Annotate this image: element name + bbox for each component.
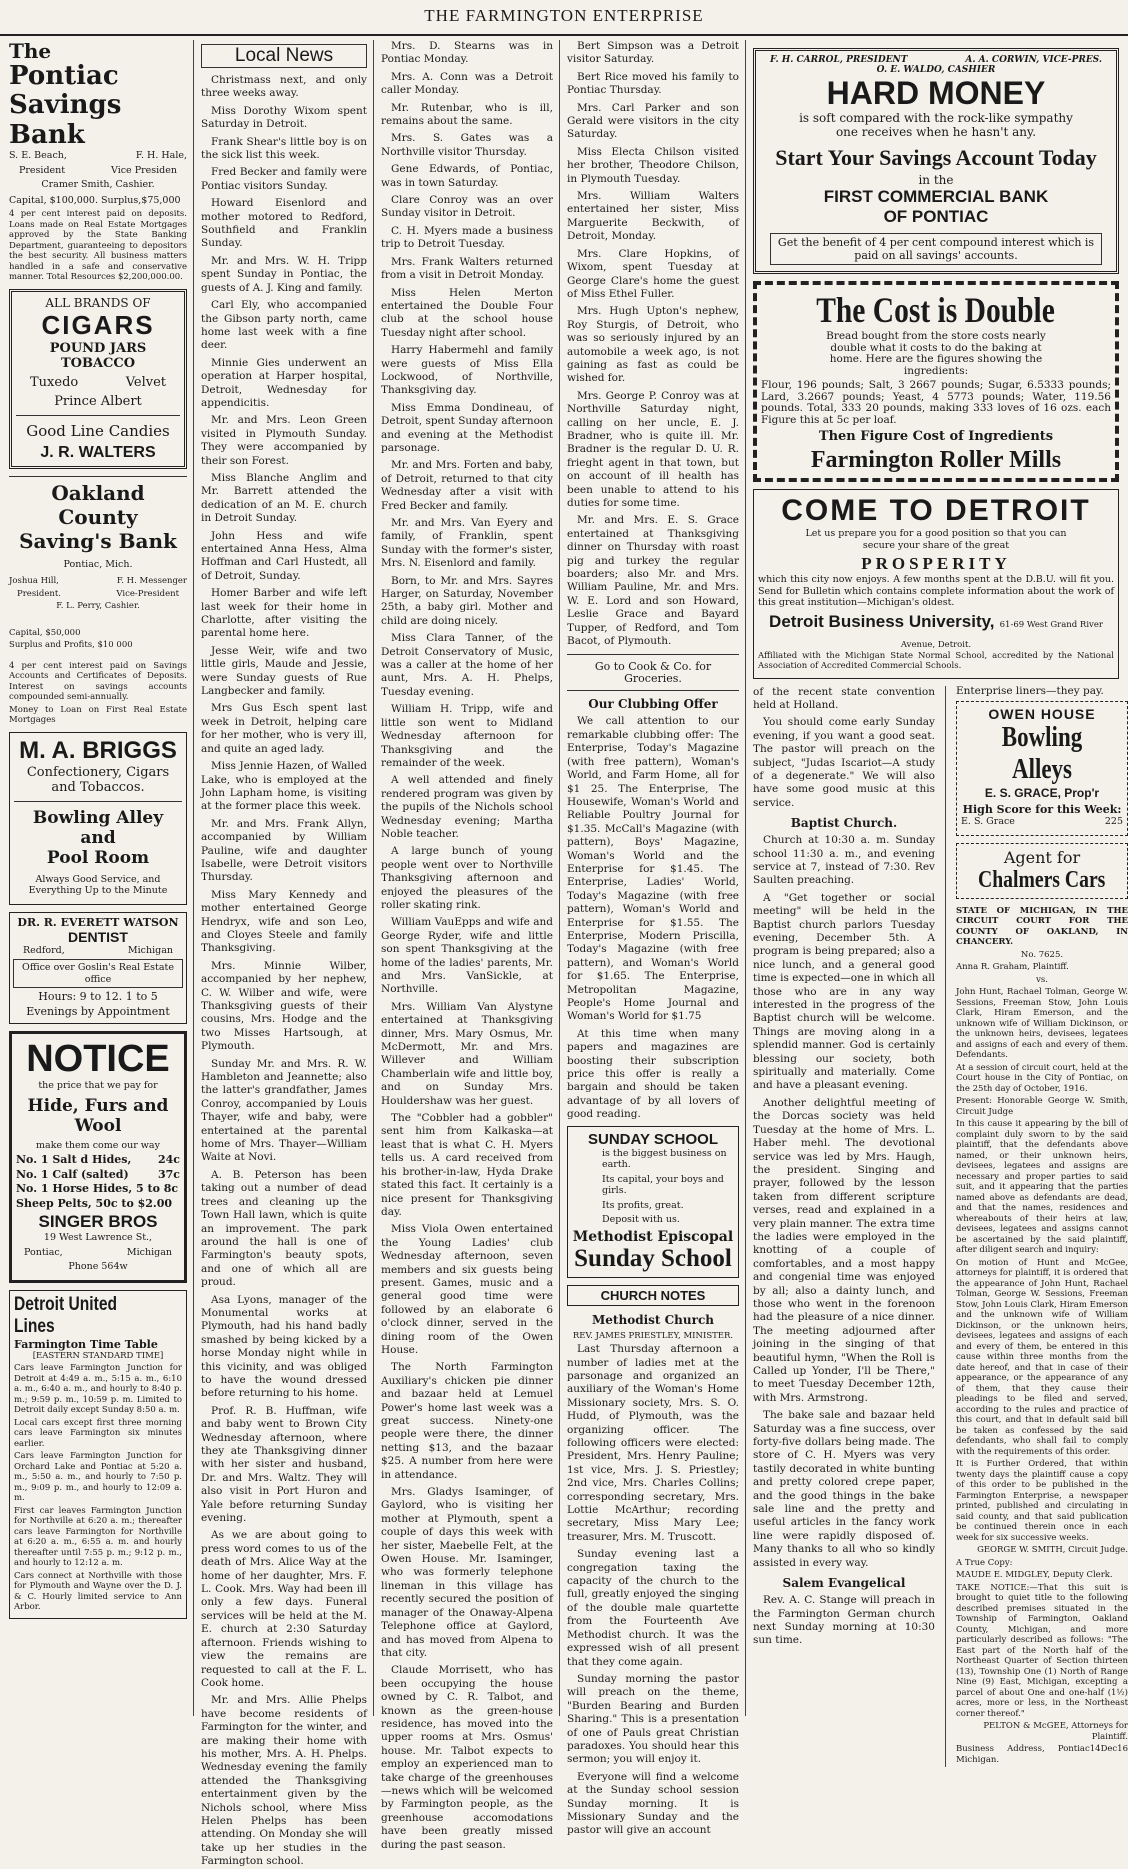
news-item: Miss Viola Owen entertained the Young Ladies' club Wednesday afternoon, seven members and six guests being present. Games, music and a general good time were followed by an elaborate 6 o'clock dinner, served in the dining room of the Owen House. <box>381 1223 553 1356</box>
news-item: Mrs. D. Stearns was in Pontiac Monday. <box>381 40 553 66</box>
baptist-para: Another delightful meeting of the Dorcas society was held Tuesday at the home of Mrs. L. Haber mehl. The devotional service was led by Mrs. Haugh, the president. Singing and prayer, followed by the lesson taken from different scripture verses, read and explained in a very plain manner. The extra time the ladies were employed in the knotting of a couple of comfortables, and a most happy and congenial time was enjoyed by all; also a dainty lunch, and those who went in the forenoon had the pleasure of a nice dinner. The meeting adjourned after joining in the singing of that beautiful hymn, "When the Roll is Called up Yonder, I'll be There," to meet Tuesday December 12th, with Mrs. Armstrong. <box>753 1096 935 1404</box>
news-item: Mrs. George P. Conroy was at Northville Saturday night, calling on her uncle, E. J. Bradner, who is quite ill. Mr. Bradner is the regular D. U. R. frieght agent in that town, but on account of ill health has been unable to attend to his duties for some time. <box>567 389 739 509</box>
bank-surplus: Surplus and Profits, $10 000 <box>9 640 133 650</box>
column-rule <box>193 40 194 1716</box>
news-item: C. H. Myers made a business trip to Detroit Tuesday. <box>381 224 553 251</box>
notice-phone: Phone 564w <box>68 1261 128 1272</box>
news-item: A well attended and finely rendered program was given by the pupils of the Nichols school Wednesday evening; Martha Noble teacher. <box>381 774 553 840</box>
mills-para: Flour, 196 pounds; Salt, 3 2667 pounds; Sugar, 6.5333 pounds; Lard, 3.2667 pounds; Yeast, 4 5773 pounds; Water, 119.56 pounds. Total, 333 20 pounds, making 333 loves of 16 ozs. each Figure this at 5c per loaf. <box>761 379 1111 426</box>
oakland-county-bank-ad <box>9 476 187 726</box>
column-5 <box>748 40 1128 1765</box>
legal-defendants: John Hunt, Rachael Tolman, George W. Sessions, Freeman Stow, John Louis Clark, Hiram Emerson, and the unknown wife of William Dickinson, or the unknown heirs, devisees, legatees and assigns of each and every of them. Defendants. <box>956 987 1128 1060</box>
legal-judge: GEORGE W. SMITH, Circuit Judge. <box>977 1545 1128 1555</box>
notice-items-title: Hide, Furs and Wool <box>27 1095 169 1136</box>
bank-loans: Money to Loan on First Real Estate Mortgages <box>9 704 187 725</box>
notice-ad <box>9 1031 187 1283</box>
news-item: Miss Dorothy Wixom spent Saturday in Detroit. <box>201 104 367 131</box>
officer <box>965 55 1102 65</box>
news-item: Claude Morrisett, who has been occupying the house owned by C. R. Talbot, and known as the green-house residence, has moved into the upper rooms at Mrs. Osmus' house. Mr. Talbot expects to employ an experienced man to take charge of the greenhouses—news which will be welcomed by Farmington people, as the greenhouse accomodations have been greatly missed during the past season. <box>381 1664 553 1851</box>
church-notes-header <box>567 1285 739 1306</box>
bank-in-the: in the <box>918 173 954 187</box>
detroit-united-lines-ad <box>9 1290 187 1619</box>
owen-name: OWEN HOUSE <box>988 706 1096 722</box>
news-item: Gene Edwards, of Pontiac, was in town Saturday. <box>381 163 553 189</box>
legal-body: In this cause it appearing by the bill of complaint duly sworn to by the said plaintiff, that the defendants above named, or their unknown heirs, devisees, legatees and assigns are necessary and proper parties to said suit, and it appearing that the parties named above as defendants are dead, and that the names, residences and whereabouts of their heirs at law, devisees, legatees and assigns cannot be ascertained by the said plaintiff, after diligent search and inquiry: <box>956 1119 1128 1255</box>
church-para: of the recent state convention held at Holland. <box>753 685 935 711</box>
bank-body: 4 per cent interest paid on deposits. Loans made on Real Estate Mortgages approved by the State Banking Department, guaranteeing to depositors the best security. All business matters handled in a safe and conservative manner. Total Resources $2,200,000.00. <box>9 209 187 282</box>
lower-column-5 <box>753 684 1128 1768</box>
come-to-detroit: COME TO DETROIT <box>781 494 1091 527</box>
notice-title: NOTICE <box>26 1038 170 1080</box>
column-5a <box>753 686 935 1768</box>
chalmers-line2: Chalmers Cars <box>978 866 1106 893</box>
column-1 <box>4 40 192 1716</box>
price-label: No. 1 Horse Hides, 5 to 8c <box>16 1182 179 1195</box>
news-item: Carl Ely, who accompanied the Gibson party north, came home last week with a fine deer. <box>201 299 367 352</box>
news-item: Christmass next, and only three weeks away. <box>201 74 367 100</box>
legal-body: It is Further Ordered, that within twenty days the plaintiff cause a copy of this order to be published in the Farmington Enterprise, a newspaper printed, published and circulating in said county, and that said publication be continued therein once in each week for six successive weeks. <box>956 1459 1128 1543</box>
legal-vs: vs. <box>1036 974 1048 985</box>
divider <box>16 415 180 416</box>
mills-name: Farmington Roller Mills <box>810 447 1062 473</box>
bank-name-line2: Saving's Bank <box>19 528 177 553</box>
notice-intro: make them come our way <box>36 1139 160 1151</box>
dentist-ad <box>9 912 187 1025</box>
news-item: Prof. R. B. Huffman, wife and baby went to Brown City Wednesday afternoon, where they ate Thanksgiving dinner with her sister and husband, Dr. and Mrs. Waltz. They will also visit in Port Huron and Yale before returning Sunday evening. <box>201 1404 367 1525</box>
bank-name-line1: Oakland County <box>51 480 145 529</box>
ss-line: Its capital, your boys and girls. <box>602 1173 724 1197</box>
column-4 <box>562 40 744 1837</box>
price-row <box>16 1169 180 1181</box>
brand-velvet: Velvet <box>125 374 166 390</box>
news-item: Mrs. Hugh Upton's nephew, Roy Sturgis, of Detroit, who was so seriously injured by an automobile a week ago, is not gaining as fast as could be wished for. <box>567 305 739 385</box>
legal-address: Business Address, Pontiac Michigan. <box>956 1744 1090 1765</box>
state-name: Michigan <box>126 1246 172 1258</box>
news-item: The North Farmington Auxiliary's chicken pie dinner and bazaar held at Lemuel Power's home last week was a great success. Ninety-one people were there, the dinner netting $13, and the bazaar $25. A number from here were in attendance. <box>381 1361 553 1481</box>
briggs-line1: Confectionery, Cigars <box>26 764 170 780</box>
place-city: Redford, <box>23 944 65 956</box>
bank-name-line3: Savings Bank <box>9 90 122 150</box>
owen-score-title: High Score for this Week: <box>962 803 1122 816</box>
news-item: Miss Emma Dondineau, of Detroit, spent Sunday afternoon and evening at the Methodist parsonage. <box>381 401 553 454</box>
briggs-ad <box>9 732 187 905</box>
briggs-line2: and Tobaccos. <box>51 779 145 795</box>
bank-place: Pontiac, Mich. <box>63 558 133 570</box>
bank-officer-titles <box>9 165 187 177</box>
column-rule <box>745 40 746 1716</box>
news-item: The "Cobbler had a gobbler" sent him from Kalkaska—at least that is what C. H. Myers tells us. A card received from his brother-in-law, Hyda Drake stated this fact. It certainly is a nice present for Thanksgiving day. <box>381 1112 553 1218</box>
news-item: Mrs. Minnie Wilber, accompanied by her nephew, C. W. Wilber and wife, were Thanksgiving guests of their cousins, Mrs. Hodge and the two Misses Hartsough, at Plymouth. <box>201 959 367 1053</box>
news-item: Mr. and Mrs. Forten and baby, of Detroit, returned to that city Wednesday after a visit with Fred Becker and family. <box>381 459 553 512</box>
sunday-school-ad <box>567 1126 739 1278</box>
church-notes-title: CHURCH NOTES <box>600 1287 706 1303</box>
ss-line: is the biggest business on earth. <box>602 1147 727 1171</box>
cook-line: Go to Cook & Co. for Groceries. <box>594 660 712 685</box>
dbu-address: 61-69 West Grand River Avenue, Detroit. <box>900 619 1103 650</box>
score-name: E. S. Grace <box>961 816 1015 827</box>
news-item: Mr. and Mrs. Frank Allyn, accompanied by William Pauline, wife and daughter Isabelle, were Detroit visitors Thursday. <box>201 817 367 884</box>
legal-date: 14Dec16 <box>1089 1744 1128 1754</box>
minister: REV. JAMES PRIESTLEY, MINISTER. <box>572 1330 734 1341</box>
dbu-name: Detroit Business University, <box>769 611 995 631</box>
mills-para: Bread bought from the store costs nearly double what it costs to do the baking at home. Here are the figures showing the ingredients: <box>826 330 1046 377</box>
bank-capital: Capital, $100,000. Surplus,$75,000 <box>9 194 181 206</box>
briggs-line3: Bowling Alley and <box>32 807 164 848</box>
church-para: Last Thursday afternoon a number of ladies met at the parsonage and organized an auxiliary of the Woman's Home Missionary society, Mrs. S. O. Hudd, of Plymouth, was the organizing officer. The following officers were elected: President, Mrs. Henry Pauline; 1st vice, Mrs. J. S. Priestley; 2nd vice, Mrs. Charles Collins; corresponding secretary, Mrs. Lottie McArthur; recording secretary, Miss Mary Lee; treasurer, Mrs. M. Truscott. <box>567 1343 739 1543</box>
dentist-title: DENTIST <box>68 928 128 945</box>
bank-name-line1: FIRST COMMERCIAL BANK <box>823 187 1049 206</box>
cost-double-headline: The Cost is Double <box>816 290 1056 330</box>
news-item: Mr. Rutenbar, who is ill, remains about the same. <box>381 101 553 128</box>
roller-mills-ad <box>753 281 1119 482</box>
news-item: Fred Becker and family were Pontiac visitors Sunday. <box>201 166 367 192</box>
liners: Enterprise liners—they pay. <box>956 684 1104 697</box>
city-name: Pontiac, <box>24 1246 63 1258</box>
legal-head: STATE OF MICHIGAN, IN THE CIRCUIT COURT FOR THE COUNTY OF OAKLAND, IN CHANCERY. <box>956 905 1128 947</box>
cigars-line1: ALL BRANDS OF <box>45 295 151 310</box>
clubbing-body: At this time when many papers and magazines are boosting their subscription price this offer is really a bargain and should be taken advantage of by all lovers of good reading. <box>567 1027 739 1121</box>
masthead-title: THE FARMINGTON ENTERPRISE <box>424 6 704 25</box>
dul-title: Detroit United Lines <box>14 1293 117 1337</box>
ss-line: Its profits, great. <box>602 1199 684 1211</box>
news-item: Asa Lyons, manager of the Monumental works at Plymouth, had his hand badly smashed by being kicked by a horse Monday night while in this vicinity, and was obliged to have the wound dressed before returning to his home. <box>201 1293 367 1400</box>
briggs-line4: Pool Room <box>46 847 150 868</box>
place-state: Michigan <box>127 944 173 956</box>
price-label: No. 1 Calf (salted) <box>16 1167 129 1181</box>
bank-capital: Capital, $50,000 <box>9 627 81 638</box>
bank-officers <box>9 150 187 162</box>
dul-para: Cars leave Farmington Junction for Detroit at 4:49 a. m., 5:15 a. m., 6:10 a. m., 6:40 a. m., and hourly to 8:40 p. m.; 9:59 p. m., 10:59 p. m. Limited to Detroit daily except Sunday 8:50 a. m. <box>14 1363 182 1415</box>
news-item: Miss Mary Kennedy and mother entertained George Hendryx, wife and son Leo, and Cloyes Steele and family Thanksgiving. <box>201 888 367 955</box>
news-item: Clare Conroy was an over Sunday visitor in Detroit. <box>381 194 553 220</box>
bank-officers <box>760 55 1112 65</box>
officer-title: Vice-President <box>116 588 179 599</box>
notice-city <box>16 1247 180 1259</box>
baptist-para: Church at 10:30 a. m. Sunday school 11:30 a. m., and evening service at 7, instead of 7:30. Rev Saulten preaching. <box>753 834 935 887</box>
dul-subtitle: Farmington Time Table <box>14 1337 158 1351</box>
dbu-body: which this city now enjoys. A few months spent at the D.B.U. will fit you. Send for Bulletin which contains complete information about the work of this great institution—Michigan's oldest. <box>758 574 1114 608</box>
officer-title: CASHIER <box>947 65 996 75</box>
briggs-name: M. A. BRIGGS <box>19 736 177 764</box>
news-item: A. B. Peterson has been taking out a number of dead trees and cleaning up the Town Hall lawn, which is quite an improvement. The park around the hall is one of Farmington's beauty spots, and one of which all are proud. <box>201 1168 367 1289</box>
news-item: Harry Habermehl and family were guests of Miss Ella Lockwood, of Northville, Thanksgiving day. <box>381 344 553 397</box>
news-item: Mr. and Mrs. W. H. Tripp spent Sunday in Pontiac, the guests of A. J. King and family. <box>201 254 367 294</box>
price-label: Sheep Pelts, 50c to $2.00 <box>16 1196 173 1210</box>
baptist-para: A "Get together or social meeting" will be held in the Baptist church parlors Tuesday evening, December 5th. A program is being prepared; also a nice lunch, and a general good time is expected—one in which all those who are in any way interested in the progress of the Baptist church will be welcome. Things are moving along in a splendid manner. God is certainly blessing our society, both spiritually and materially. Come and have a pleasant evening. <box>753 891 935 1092</box>
price-row <box>16 1154 180 1166</box>
owen-headline: Bowling Alleys <box>1001 722 1083 785</box>
column-3 <box>376 40 558 1851</box>
dentist-evenings: Evenings by Appointment <box>26 1004 170 1018</box>
bank-cashier: F. L. Perry, Cashier. <box>56 601 140 611</box>
news-item: Mrs. William Walters entertained her sister, Miss Marguerite Beckwith, of Detroit, Monday. <box>567 190 739 243</box>
legal-copy: A True Copy: <box>956 1557 1013 1568</box>
dentist-hours: Hours: 9 to 12. 1 to 5 <box>38 990 158 1003</box>
legal-attys: PELTON & McGEE, Attorneys for Plaintiff. <box>983 1721 1128 1742</box>
news-item: Mr. and Mrs. E. S. Grace entertained at Thanksgiving dinner on Thursday with roast pig and turkey the regular boarders; also Mr. and Mrs. William Pauline, Mr. and Mrs. W. E. Lord and son Howard, Leslie Grace and Bayard Tupper, of Redford, and Tom Bacot, of Plymouth. <box>567 514 739 648</box>
owen-house-ad <box>956 701 1128 836</box>
officer-name: F. H. CARROL, <box>770 55 843 65</box>
briggs-line5: Always Good Service, and Everything Up to the Minute <box>28 873 168 896</box>
officer <box>760 65 1112 75</box>
ss-name1: Methodist Episcopal <box>572 1228 734 1245</box>
news-item: Miss Blanche Anglim and Mr. Barrett attended the dedication of an M. E. church in Detroit Sunday. <box>201 471 367 525</box>
news-item: Frank Shear's little boy is on the sick list this week. <box>201 135 367 162</box>
dul-para: Cars connect at Northville with those for Plymouth and Wayne over the D. J. & C. Hourly limited service to Ann Arbor. <box>14 1570 182 1612</box>
legal-clerk: MAUDE E. MIDGLEY, Deputy Clerk. <box>956 1570 1113 1580</box>
news-item: Mrs. A. Conn was a Detroit caller Monday. <box>381 70 553 97</box>
news-item: Mrs. Clare Hopkins, of Wixom, spent Tuesday at George Clare's home the guest of Miss Ethel Fuller. <box>567 247 739 300</box>
business-university-ad <box>753 489 1119 679</box>
dul-std: [EASTERN STANDARD TIME] <box>32 1350 164 1361</box>
dbu-sub: Let us prepare you for a good position so that you can secure your share of the great <box>805 528 1067 551</box>
clubbing-body: We call attention to our remarkable clubbing offer: The Enterprise, Today's Magazine (with free pattern), Woman's World, and Farm Home, all for $1 25. The Enterprise, The Housewife, Woman's World and Reliable Poultry Journal for $1.35. McCall's Magazine (with pattern), Boys' Magazine, Woman's World and the Enterprise for $1.45. The Enterprise, Ladies' World, Today's Magazine (with free pattern), Woman's World and Enterprise for $1.55. The Enterprise, Modern Priscilla, Today's Magazine (with free pattern), and Woman's World for $1.65. The Enterprise, Metropolitan Magazine, People's Home Journal and Woman's World for $1.75 <box>567 715 739 1023</box>
officer-name: Joshua Hill, <box>9 576 59 586</box>
news-item: Miss Jennie Hazen, of Walled Lake, who is employed at the John Lapham home, is visiting at the former place this week. <box>201 760 367 813</box>
ss-title: SUNDAY SCHOOL <box>587 1130 719 1148</box>
officer-name: F. H. Hale, <box>135 150 187 161</box>
church-para: Everyone will find a welcome at the Sunday school session Sunday morning. It is Missionary Sunday and the pastor will give an account <box>567 1770 739 1837</box>
price-value: 24c <box>157 1153 180 1166</box>
news-item: Sunday Mr. and Mrs. R. W. Hambleton and Jeannette; also the latter's grandfather, James Conroy, accompanied by Louis Thayer, wife and baby, were entertained at the parental home of Mrs. Thayer—William Waite at Novi. <box>201 1057 367 1164</box>
baptist-title: Baptist Church. <box>790 816 898 831</box>
divider <box>567 654 739 655</box>
legal-plaintiff: Anna R. Graham, Plaintiff. <box>956 962 1069 972</box>
church-para: You should come early Sunday evening, if you want a good seat. The pastor will preach on the subject, "Judas Iscariot—A study of a degenerate." We will also have some good music at this service. <box>753 716 935 809</box>
news-item: Mrs. Carl Parker and son Gerald were visitors in the city Saturday. <box>567 101 739 141</box>
news-item: Bert Simpson was a Detroit visitor Saturday. <box>567 40 739 66</box>
church-para: Sunday morning the pastor will preach on the theme, "Burden Bearing and Burden Sharing." This is a presentation of one of Pauls great Christian paradoxes. You should hear this sermon; you will enjoy it. <box>567 1672 739 1766</box>
ss-line: Deposit with us. <box>602 1214 680 1226</box>
dentist-place <box>13 945 183 957</box>
officer-title: VICE-PRES. <box>1042 55 1102 65</box>
bank-officers <box>9 576 187 587</box>
salem-para: Rev. A. C. Stange will preach in the Farmington German church next Sunday morning at 10:30 sun time. <box>753 1594 935 1647</box>
price-row <box>16 1183 180 1195</box>
news-item: A large bunch of young people went over to Northville Thanksgiving afternoon and enjoyed the pleasures of the roller skating rink. <box>381 845 553 911</box>
officer <box>770 55 907 65</box>
bank-officer-titles <box>9 589 187 600</box>
news-item: Jesse Weir, wife and two little girls, Maude and Jessie, were Sunday guests of Rue Langbecker and family. <box>201 644 367 698</box>
score-value: 225 <box>1104 816 1123 827</box>
news-item: Howard Eisenlord and mother motored to Redford, Southfield and Franklin Sunday. <box>201 197 367 250</box>
salem-title: Salem Evangelical <box>782 1576 906 1591</box>
dul-para: Local cars except first three morning cars leave Farmington six minutes earlier. <box>14 1417 182 1449</box>
divider <box>14 801 182 802</box>
methodist-church-title: Methodist Church <box>592 1312 714 1327</box>
cigars-line4 <box>16 371 180 394</box>
news-item: Homer Barber and wife left last week for their home in Charlotte, after visiting the parental home here. <box>201 587 367 640</box>
mills-para: Then Figure Cost of Ingredients <box>818 429 1054 444</box>
cigars-line3: POUND JARS TOBACCO <box>49 340 147 371</box>
bank-slogan: Start Your Savings Account Today <box>775 145 1097 170</box>
news-item: William VauEpps and wife and George Ryder, wife and little son spent Thanksgiving at the home of the ladies' parents, Mr. and Mrs. VanSickle, at Northville. <box>381 916 553 996</box>
cigars-line7: J. R. WALTERS <box>40 443 156 461</box>
officer-name: O. E. WALDO, <box>876 65 945 75</box>
cigars-ad <box>9 289 187 469</box>
column-5b <box>956 686 1128 1768</box>
dul-para: Cars leave Farmington Junction for Orchard Lake and Pontiac at 5:20 a. m., 5:50 a. m., and hourly to 7:50 p. m., 9:09 p. m., and hourly to 12:09 a. m. <box>14 1451 182 1503</box>
news-item: John Hess and wife entertained Anna Hess, Alma Hoffman and Carl Hustedt, all of Detroit, Sunday. <box>201 529 367 582</box>
bank-name-line1: The <box>9 39 52 63</box>
dul-para: First car leaves Farmington Junction for Northville at 6:20 a. m.; thereafter cars leave Farmington for Northville at 6:20 a. m., 6:55 a. m. and hourly thereafter until 7:55 p. m.; 9:12 p. m., and hourly to 12:12 a. m. <box>14 1505 182 1568</box>
news-item: Bert Rice moved his family to Pontiac Thursday. <box>567 70 739 97</box>
news-item: Mrs Gus Esch spent last week in Detroit, helping care for her mother, who is very ill, and quite an aged lady. <box>201 702 367 755</box>
chalmers-line1: Agent for <box>1003 847 1081 867</box>
legal-present: Present: Honorable George W. Smith, Circuit Judge <box>956 1096 1128 1117</box>
bank-body: 4 per cent interest paid on Savings Accounts and Certificates of Deposits. Interest on savings accounts compounded semi-annually. <box>9 660 187 702</box>
column-rule <box>559 40 560 1716</box>
church-para: Sunday evening last a congregation taxing the capacity of the church to the full, greatly enjoyed the singing of the double male quartette from the Fourteenth Ave Methodist church. It was the expressed wish of all present that they come again. <box>567 1548 739 1668</box>
bank-sub: is soft compared with the rock-like sympathy <box>799 111 1073 125</box>
notice-firm: SINGER BROS <box>38 1212 158 1231</box>
ss-lines <box>572 1148 734 1226</box>
dentist-name: DR. R. EVERETT WATSON <box>17 915 179 929</box>
dbu-name-row <box>758 612 1114 651</box>
news-item: Miss Helen Merton entertained the Double Four club at the school house Tuesday night after school. <box>381 286 553 339</box>
news-item: Miss Clara Tanner, of the Detroit Conservatory of Music, was a caller at the home of her aunt, Mrs. A. H. Phelps, Tuesday evening. <box>381 632 553 698</box>
news-item: Born, to Mr. and Mrs. Sayres Harger, on Saturday, November 25th, a baby girl. Mother and child are doing nicely. <box>381 574 553 627</box>
officer-name: A. A. CORWIN, <box>965 55 1040 65</box>
legal-body: On motion of Hunt and McGee, attorneys for plaintiff, it is ordered that the appearance of John Hunt, Rachael Tolman, George W. Sessions, Freeman Stow, John Louis Clark, Hiram Emerson and the unknown wife of William Dickinson, or the unknown heirs, devisees, legatees and assigns of each and every of them, be entered in this cause within three months from the date hereof, and that in case of their appearance, or the appearance of any of them, that they cause their pleadings to be filed and served, according to the rules and practice of this court, and that in default said bill be taken as confessed by the said defendants, who shall fail to comply with the requirements of this order. <box>956 1257 1128 1457</box>
bank-sub: one receives when he hasn't any. <box>835 125 1037 139</box>
chalmers-ad <box>956 843 1128 899</box>
price-label: No. 1 Salt d Hides, <box>16 1153 132 1166</box>
cigars-line6: Good Line Candies <box>26 421 170 440</box>
news-item: Minnie Gies underwent an operation at Harper hospital, Detroit, Wednesday for appendicitis. <box>201 356 367 409</box>
bank-name-line2: Pontiac <box>9 61 119 91</box>
divider <box>567 690 739 691</box>
baptist-para: The bake sale and bazaar held Saturday was a fine success, over forty-five dollars being made. The store of C. H. Myers was very tastily decorated in white bunting and pretty colored crepe paper, and the good things in the bake sale line and the pretty and useful articles in the fancy work line were rapidly disposed of. Many thanks to all who so kindly assisted in every way. <box>753 1409 935 1569</box>
masthead <box>0 0 1128 36</box>
officer-title: Vice Presiden <box>111 164 177 176</box>
notice-address: 19 West Lawrence St., <box>43 1232 153 1243</box>
bank-name-line2: OF PONTIAC <box>883 207 989 226</box>
column-rule <box>373 40 374 1716</box>
notice-sub: the price that we pay for <box>38 1080 158 1091</box>
news-item: Mrs. William Van Alystyne entertained at Thanksgiving dinner, Mrs. Mary Osmus, Mr. McDermott, Mr. and Mrs. Willever and William Chamberlain wife and little boy, and on Sunday Mrs. Houldershaw was her guest. <box>381 1000 553 1107</box>
dbu-prosperity: PROSPERITY <box>861 554 1011 573</box>
bank-cashier: Cramer Smith, Cashier. <box>41 179 155 190</box>
hard-money-headline: HARD MONEY <box>826 75 1046 111</box>
officer-name: S. E. Beach, <box>9 150 67 161</box>
officer-name: F. H. Messenger <box>116 576 187 586</box>
news-item: Mr. and Mrs. Leon Green visited in Plymouth Sunday. They were accompanied by their son Forest. <box>201 414 367 467</box>
cigars-line2: CIGARS <box>41 309 155 340</box>
legal-body: At a session of circuit court, held at the Court house in the City of Pontiac, on the 25th day of October, 1916. <box>956 1062 1128 1094</box>
news-item: Mrs. S. Gates was a Northville visitor Thursday. <box>381 132 553 158</box>
local-news-title: Local News <box>201 44 367 68</box>
news-item: Mrs. Gladys Isaminger, of Gaylord, who is visiting her mother at Plymouth, spent a couple of days this week with her sister, Maebelle Felt, at the Owen House. Mr. Isaminger, who was formerly telephone lineman in this village has recently secured the position of manager of the Onaway-Alpena Telephone office at Gaylord, and has moved from Alpena to that city. <box>381 1486 553 1659</box>
news-item: William H. Tripp, wife and little son went to Midland Wednesday afternoon for Thanksgiving and the remainder of the week. <box>381 703 553 769</box>
owen-prop: E. S. GRACE, Prop'r <box>984 786 1100 800</box>
cigars-line5: Prince Albert <box>54 393 142 409</box>
legal-no: No. 7625. <box>1020 949 1064 960</box>
dentist-office: Office over Goslin's Real Estate office <box>13 959 183 988</box>
news-item: As we are about going to press word comes to us of the death of Mrs. Alice Way at the home of her daughter, Mrs. F. L. Cook. Mrs. Way had been ill only a few days. Funeral services will be held at the M. E. church at 2:30 Saturday afternoon. Friends wishing to view the remains are requested to call at the F. L. Cook home. <box>201 1529 367 1689</box>
officer-title: President. <box>17 588 61 599</box>
legal-footer <box>956 1744 1128 1765</box>
news-item: Miss Electa Chilson visited her brother, Theodore Chilson, in Plymouth Tuesday. <box>567 145 739 185</box>
news-item: Mr. and Mrs. Allie Phelps have become residents of Farmington for the winter, and are making their home with his mother, Mrs. A. H. Phelps. Wednesday evening the family attended the Thanksgiving entertainment given by the Nichols school, where Miss Helen Phelps has been attending. On Monday she will take up her studies in the Farmington school. <box>201 1694 367 1868</box>
bank-footer: Get the benefit of 4 per cent compound interest which is paid on all savings' accounts. <box>770 233 1102 265</box>
pontiac-savings-bank-ad <box>9 40 187 283</box>
owen-score <box>961 816 1123 828</box>
column-2 <box>196 40 372 1868</box>
clubbing-title: Our Clubbing Offer <box>588 697 718 712</box>
dbu-affiliation: Affiliated with the Michigan State Normal School, accredited by the National Association of Accredited Commercial Schools. <box>758 650 1114 671</box>
price-row <box>16 1198 180 1210</box>
legal-take-notice: TAKE NOTICE:—That this suit is brought to quiet title to the following described premises situated in the Township of Farmington, Oakland County, Michigan, and more particularly described as follows: "The East part of the North half of the Northeast Quarter of Section thirteen (13), Township One (1) North of Range Nine (9) East, Michigan, excepting a parcel of about One and one-half (1½) acres, more or less, in the Northeast corner thereof." <box>956 1582 1128 1719</box>
officer-title: President <box>19 164 66 176</box>
news-item: Mrs. Frank Walters returned from a visit in Detroit Monday. <box>381 255 553 282</box>
news-item: Mr. and Mrs. Van Eyery and family, of Franklin, spent Sunday with the former's sister, Mrs. N. Eisenlord and family. <box>381 517 553 570</box>
column-rule <box>945 686 946 1768</box>
price-value: 37c <box>157 1167 180 1181</box>
first-commercial-bank-ad <box>753 48 1119 274</box>
ss-name2: Sunday School <box>574 1244 732 1272</box>
officer-title: PRESIDENT <box>846 55 908 65</box>
brand-tuxedo: Tuxedo <box>30 374 79 390</box>
